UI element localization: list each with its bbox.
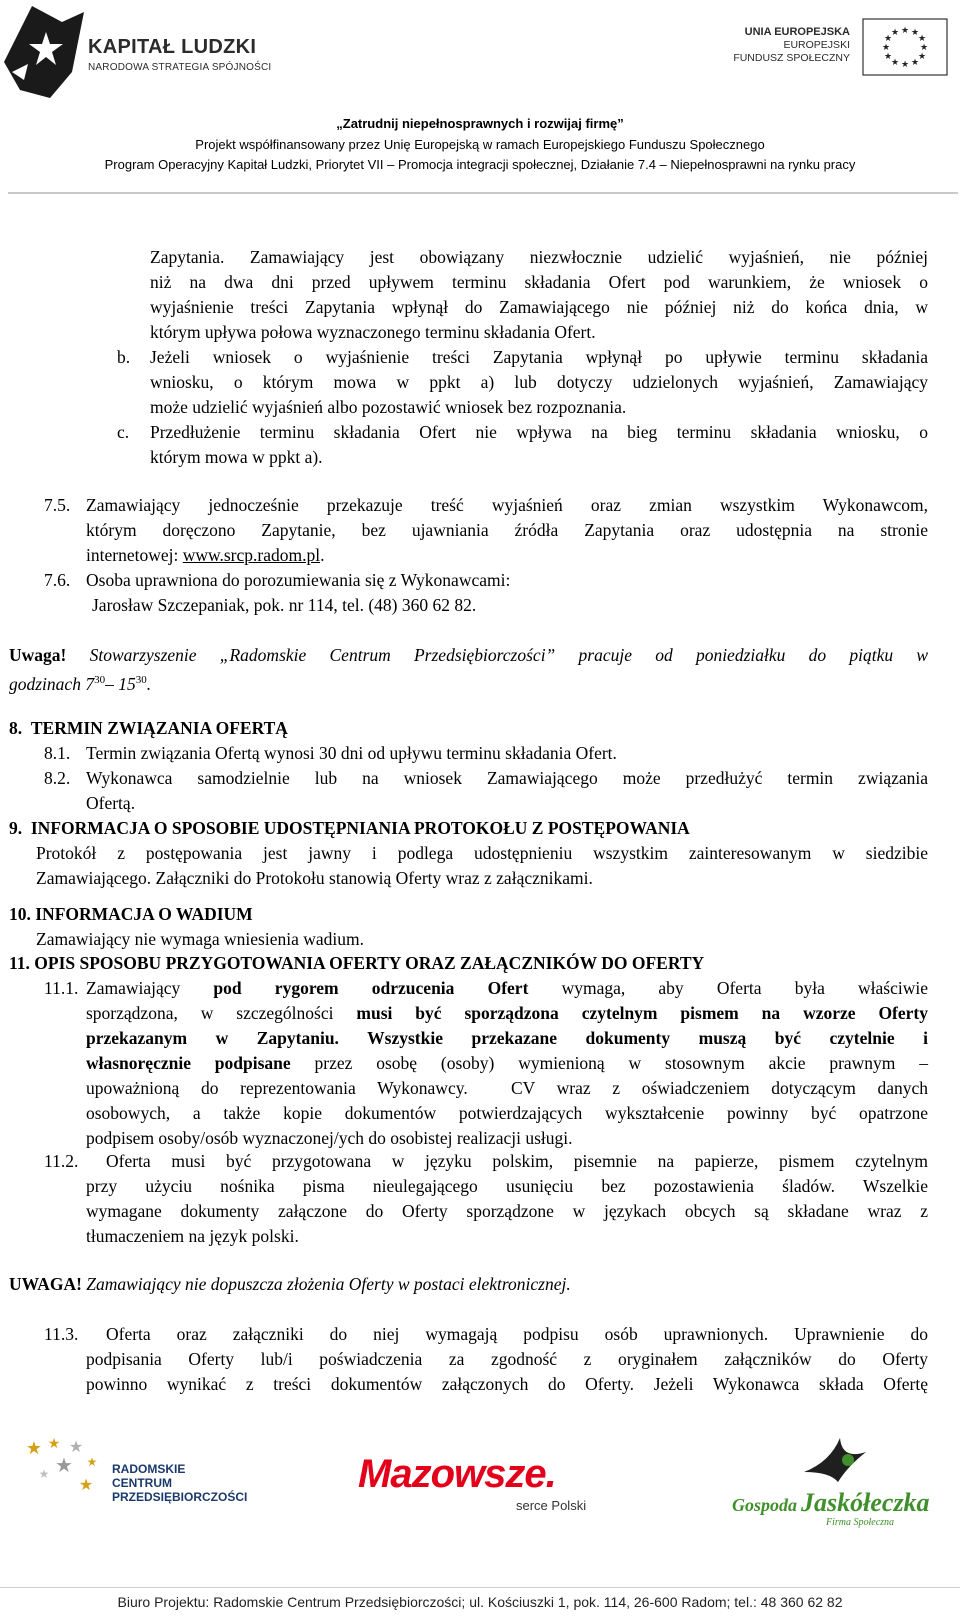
superscript: 30 [94, 674, 106, 686]
office-hours-note [9, 643, 928, 697]
note-italic-text: Stowarzyszenie „Radomskie Centrum Przedsiębiorczości” pracuje od poniedziałku do piątku w [66, 645, 928, 665]
text-line [86, 1026, 928, 1051]
section-8-2-text [86, 766, 928, 816]
footer-divider [0, 1587, 960, 1588]
text-line [86, 545, 324, 565]
header-divider [8, 192, 958, 194]
note-italic-text: godzinach 7 [9, 673, 95, 694]
section-11-2-number: 11.2. [44, 1151, 79, 1171]
note-italic-text: – 15 [105, 673, 136, 694]
electronic-offer-note [9, 1272, 571, 1297]
text-line: Protokół z postępowania jest jawny i podlega udostępnieniu wszystkim zainteresowanym w siedzibie [36, 843, 928, 863]
text-line [86, 1001, 928, 1026]
text-line: Zamawiający jednocześnie przekazuje treść wyjaśnień oraz zmian wszystkim Wykonawcom, [86, 495, 928, 515]
bold-fragment: pod rygorem odrzucenia Ofert [213, 978, 529, 998]
section-11-3-number: 11.3. [44, 1324, 79, 1344]
section-8-1-text: Termin związania Ofertą wynosi 30 dni od upływu terminu składania Ofert. [86, 743, 617, 763]
text-fragment: Zamawiający [86, 978, 214, 998]
section-11-heading: 11. OPIS SPOSOBU PRZYGOTOWANIA OFERTY ORAZ ZAŁĄCZNIKÓW DO OFERTY [9, 953, 705, 973]
mazowsze-logo: Mazowsze. [358, 1452, 556, 1496]
kapital-ludzki-title: KAPITAŁ LUDZKI [88, 36, 257, 58]
svg-text:★: ★ [68, 1437, 84, 1456]
svg-text:★: ★ [25, 1438, 43, 1459]
text-line: osobowych, a także kopie dokumentów potwierdzających wykształcenie powinny być opatrzone [86, 1103, 928, 1123]
text-line: wymagane dokumenty załączone do Oferty sporządzone w językach obcych są składane wraz z [86, 1201, 928, 1221]
note-italic-text: Zamawiający nie dopuszcza złożenia Oferty w postaci elektronicznej. [81, 1274, 571, 1294]
bold-fragment: przekazanym w Zapytaniu. Wszystkie przekazane dokumenty muszą być czytelnie i [86, 1028, 928, 1048]
text-line: Ofertą. [86, 793, 136, 813]
kapital-ludzki-subtitle: NARODOWA STRATEGIA SPÓJNOŚCI [88, 62, 272, 73]
gospoda-word: Gospoda [732, 1495, 798, 1515]
text-line: może udzielić wyjaśnień albo pozostawić wniosek bez rozpoznania. [150, 397, 627, 417]
section-10-heading: 10. INFORMACJA O WADIUM [9, 904, 253, 924]
bold-fragment: musi być sporządzona czytelnym pismem na wzorze Oferty [356, 1003, 928, 1023]
text-line: Oferta musi być przygotowana w języku polskim, pisemnie na papierze, pismem czytelnym [106, 1151, 928, 1171]
rcp-line: PRZEDSIĘBIORCZOŚCI [112, 1490, 248, 1504]
website-link[interactable]: www.srcp.radom.pl [182, 545, 321, 565]
svg-text:★: ★ [917, 34, 927, 44]
text-line: przy użyciu nośnika pisma nieulegającego usunięciu bez pozostawienia śladów. Wszelkie [86, 1176, 928, 1196]
section-10-text: Zamawiający nie wymaga wniesienia wadium. [36, 929, 365, 949]
superscript: 30 [135, 674, 147, 686]
text-line: którym upływa połowa wyznaczonego terminu składania Ofert. [150, 322, 596, 342]
project-program-line: Program Operacyjny Kapitał Ludzki, Priorytet VII – Promocja integracji społecznej, Działanie 7.4 – Niepełnosprawni na rynku pracy [104, 157, 856, 172]
section-8-heading: 8. TERMIN ZWIĄZANIA OFERTĄ [9, 718, 288, 738]
text-line: Oferta oraz załączniki do niej wymagają podpisu osób uprawnionych. Uprawnienie do [106, 1324, 928, 1344]
jaskoleczka-word: Jaskółeczka [801, 1488, 930, 1517]
text-line: Jeżeli wniosek o wyjaśnienie treści Zapytania wpłynął po upływie terminu składania [150, 347, 928, 367]
eu-line-3: FUNDUSZ SPOŁECZNY [733, 52, 850, 64]
gospoda-logo [732, 1488, 930, 1518]
text-line [86, 976, 928, 1001]
para-continuation [150, 245, 928, 345]
text-fragment: internetowej: [86, 545, 183, 565]
section-11-1-text [86, 976, 928, 1151]
rcp-line: RADOMSKIE [112, 1462, 186, 1476]
text-line: podpisem osoby/osób wyznaczonej/ych do osobistej realizacji usługi. [86, 1128, 573, 1148]
text-fragment: wymaga, aby Oferta była właściwie [528, 978, 928, 998]
svg-text:★: ★ [86, 1455, 98, 1469]
svg-text:★: ★ [890, 28, 900, 38]
rcp-logo-text [112, 1462, 247, 1504]
text-line [9, 674, 151, 694]
text-fragment: sporządzona, w szczególności [86, 1003, 357, 1023]
list-marker-c: c. [117, 422, 130, 442]
bold-fragment: własnoręcznie podpisane [86, 1053, 291, 1073]
svg-text:★: ★ [38, 1467, 50, 1481]
svg-text:★: ★ [890, 58, 900, 68]
svg-text:★: ★ [910, 28, 920, 38]
section-11-3-text [86, 1322, 928, 1397]
kapital-ludzki-logo [2, 2, 84, 98]
svg-text:★: ★ [55, 1453, 73, 1477]
eu-line-2: EUROPEJSKI [783, 39, 850, 51]
svg-text:★: ★ [917, 52, 927, 62]
svg-text:★: ★ [883, 34, 893, 44]
text-line: tłumaczeniem na język polski. [86, 1226, 299, 1246]
para-c [150, 420, 928, 470]
text-line: Przedłużenie terminu składania Ofert nie wpływa na bieg terminu składania wniosku, o [150, 422, 928, 442]
svg-text:★: ★ [47, 1436, 61, 1452]
para-b [150, 345, 928, 420]
eu-text-block [733, 26, 850, 65]
svg-text:★: ★ [78, 1475, 94, 1494]
svg-text:★: ★ [900, 26, 910, 36]
swallow-bird-icon [800, 1432, 870, 1490]
svg-text:★: ★ [881, 43, 891, 53]
svg-text:★: ★ [910, 58, 920, 68]
eu-flag-icon [862, 18, 948, 76]
text-line: którym doręczono Zapytanie, bez ujawniania źródła Zapytania oraz udostępnia na stronie [86, 520, 928, 540]
list-marker-b: b. [117, 347, 131, 367]
rcp-line: CENTRUM [112, 1476, 172, 1490]
section-8-2-number: 8.2. [44, 768, 71, 788]
section-8-1-number: 8.1. [44, 743, 71, 763]
footer-address: Biuro Projektu: Radomskie Centrum Przedsiębiorczości; ul. Kościuszki 1, pok. 114, 26-600 Radom; tel.: 48 360 62 82 [117, 1594, 843, 1610]
section-7-5-number: 7.5. [44, 495, 71, 515]
rcp-stars-logo [20, 1432, 106, 1512]
text-line: wyjaśnienie treści Zapytania wpłynął do Zamawiającego nie później niż do końca dnia, w [150, 297, 928, 317]
section-9-text [36, 841, 928, 891]
text-line [9, 643, 928, 668]
text-line [86, 1051, 928, 1076]
text-line: upoważnioną do reprezentowania Wykonawcy. CV wraz z oświadczeniem dotyczącym danych [86, 1078, 928, 1098]
text-line: Zamawiającego. Załączniki do Protokołu stanowią Oferty wraz z załącznikami. [36, 868, 593, 888]
svg-text:★: ★ [919, 43, 929, 53]
svg-text:★: ★ [883, 52, 893, 62]
svg-text:★: ★ [900, 60, 910, 70]
section-7-5-text [86, 493, 928, 568]
section-11-1-number: 11.1. [44, 978, 79, 998]
text-fragment: przez osobę (osoby) wymienioną w stosownym akcie prawnym – [290, 1053, 928, 1073]
text-line: podpisania Oferty lub/i poświadczenia za zgodność z oryginałem załączników do Oferty [86, 1349, 928, 1369]
section-9-heading: 9. INFORMACJA O SPOSOBIE UDOSTĘPNIANIA PROTOKOŁU Z POSTĘPOWANIA [9, 818, 690, 838]
mazowsze-subtitle: serce Polski [516, 1498, 587, 1513]
text-line: Zapytania. Zamawiający jest obowiązany niezwłocznie udzielić wyjaśnień, nie później [150, 247, 928, 267]
section-7-6-number: 7.6. [44, 570, 71, 590]
text-fragment: . [320, 545, 325, 565]
gospoda-subtitle: Firma Społeczna [826, 1517, 895, 1528]
project-title: „Zatrudnij niepełnosprawnych i rozwijaj firmę” [336, 116, 624, 131]
uwaga-label: UWAGA! [9, 1274, 82, 1294]
project-cofinance-line: Projekt współfinansowany przez Unię Europejską w ramach Europejskiego Funduszu Społecznego [195, 137, 765, 152]
text-line: niż na dwa dni przed upływem terminu składania Ofert pod warunkiem, że wniosek o [150, 272, 928, 292]
text-line: wniosku, o którym mowa w ppkt a) lub dotyczy udzielonych wyjaśnień, Zamawiający [150, 372, 928, 392]
text-line: Wykonawca samodzielnie lub na wniosek Zamawiającego może przedłużyć termin związania [86, 768, 928, 788]
section-7-6-line-1: Osoba uprawniona do porozumiewania się z Wykonawcami: [86, 570, 511, 590]
section-11-2-text [86, 1149, 928, 1249]
note-italic-text: . [146, 673, 152, 694]
text-line: powinno wynikać z treści dokumentów załączonych do Oferty. Jeżeli Wykonawca składa Ofertę [86, 1374, 928, 1394]
eu-line-1: UNIA EUROPEJSKA [744, 26, 850, 38]
text-line: którym mowa w ppkt a). [150, 447, 323, 467]
contact-person-line: Jarosław Szczepaniak, pok. nr 114, tel. (48) 360 62 82. [92, 595, 477, 615]
uwaga-label: Uwaga! [9, 645, 67, 665]
